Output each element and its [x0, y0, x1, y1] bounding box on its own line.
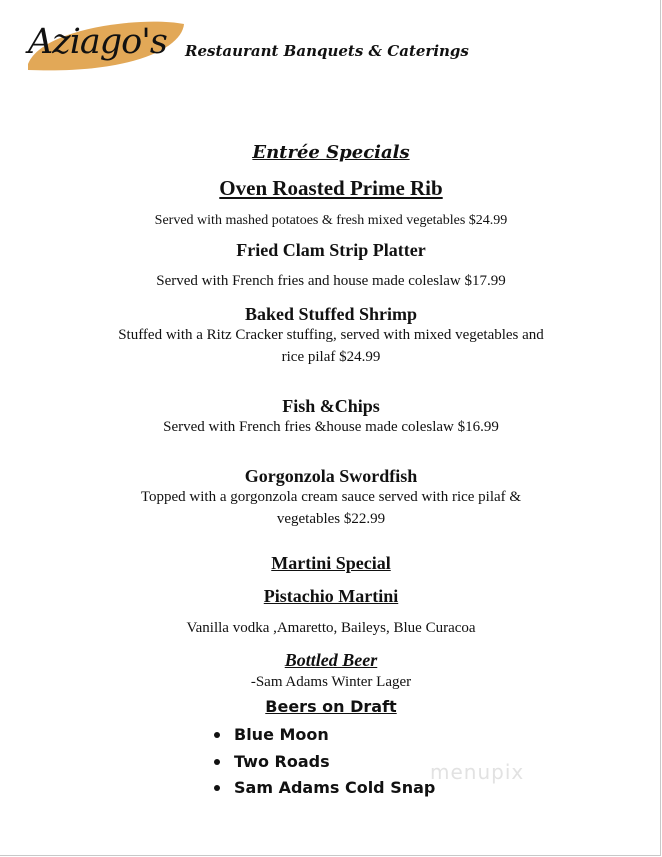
stuffed-shrimp-description-line1: Stuffed with a Ritz Cracker stuffing, served with mixed vegetables and	[118, 327, 544, 343]
draft-beer-list	[214, 722, 435, 802]
clam-strip-description: Served with French fries and house made coleslaw $17.99	[156, 273, 506, 289]
draft-beer-label: Blue Moon	[234, 725, 329, 744]
swordfish-title: Gorgonzola Swordfish	[244, 466, 418, 486]
pistachio-martini-description: Vanilla vodka ,Amaretto, Baileys, Blue Curacoa	[186, 620, 476, 636]
fish-chips-title: Fish &Chips	[282, 396, 380, 416]
draft-beer-label: Two Roads	[234, 751, 330, 771]
list-item	[214, 749, 435, 776]
prime-rib-title: Oven Roasted Prime Rib	[219, 176, 443, 200]
tagline: Restaurant Banquets & Caterings	[185, 42, 469, 60]
stuffed-shrimp-description-line2: rice pilaf $24.99	[281, 349, 381, 365]
swordfish-description-line1: Topped with a gorgonzola cream sauce served with rice pilaf &	[140, 489, 522, 505]
watermark: menupix	[430, 760, 525, 784]
entree-specials-heading: Entrée Specials	[252, 142, 410, 163]
list-item	[214, 722, 435, 749]
swordfish-description-line2: vegetables $22.99	[276, 511, 386, 527]
draft-beer-heading: Beers on Draft	[265, 697, 397, 716]
bullet-icon	[214, 759, 220, 765]
stuffed-shrimp-title: Baked Stuffed Shrimp	[244, 304, 418, 324]
bottled-beer-item: -Sam Adams Winter Lager	[250, 674, 412, 690]
list-item	[214, 775, 435, 802]
martini-special-heading: Martini Special	[271, 553, 391, 573]
bullet-icon	[214, 785, 220, 791]
logo	[22, 18, 187, 74]
clam-strip-title: Fried Clam Strip Platter	[236, 240, 426, 260]
draft-beer-label: Sam Adams Cold Snap	[234, 778, 436, 797]
bullet-icon	[214, 732, 220, 738]
prime-rib-description: Served with mashed potatoes & fresh mixed vegetables $24.99	[154, 213, 508, 228]
fish-chips-description: Served with French fries &house made coleslaw $16.99	[163, 419, 499, 435]
pistachio-martini-title: Pistachio Martini	[263, 586, 399, 606]
bottled-beer-heading: Bottled Beer	[284, 650, 378, 670]
logo-text: Aziago's	[28, 22, 167, 62]
